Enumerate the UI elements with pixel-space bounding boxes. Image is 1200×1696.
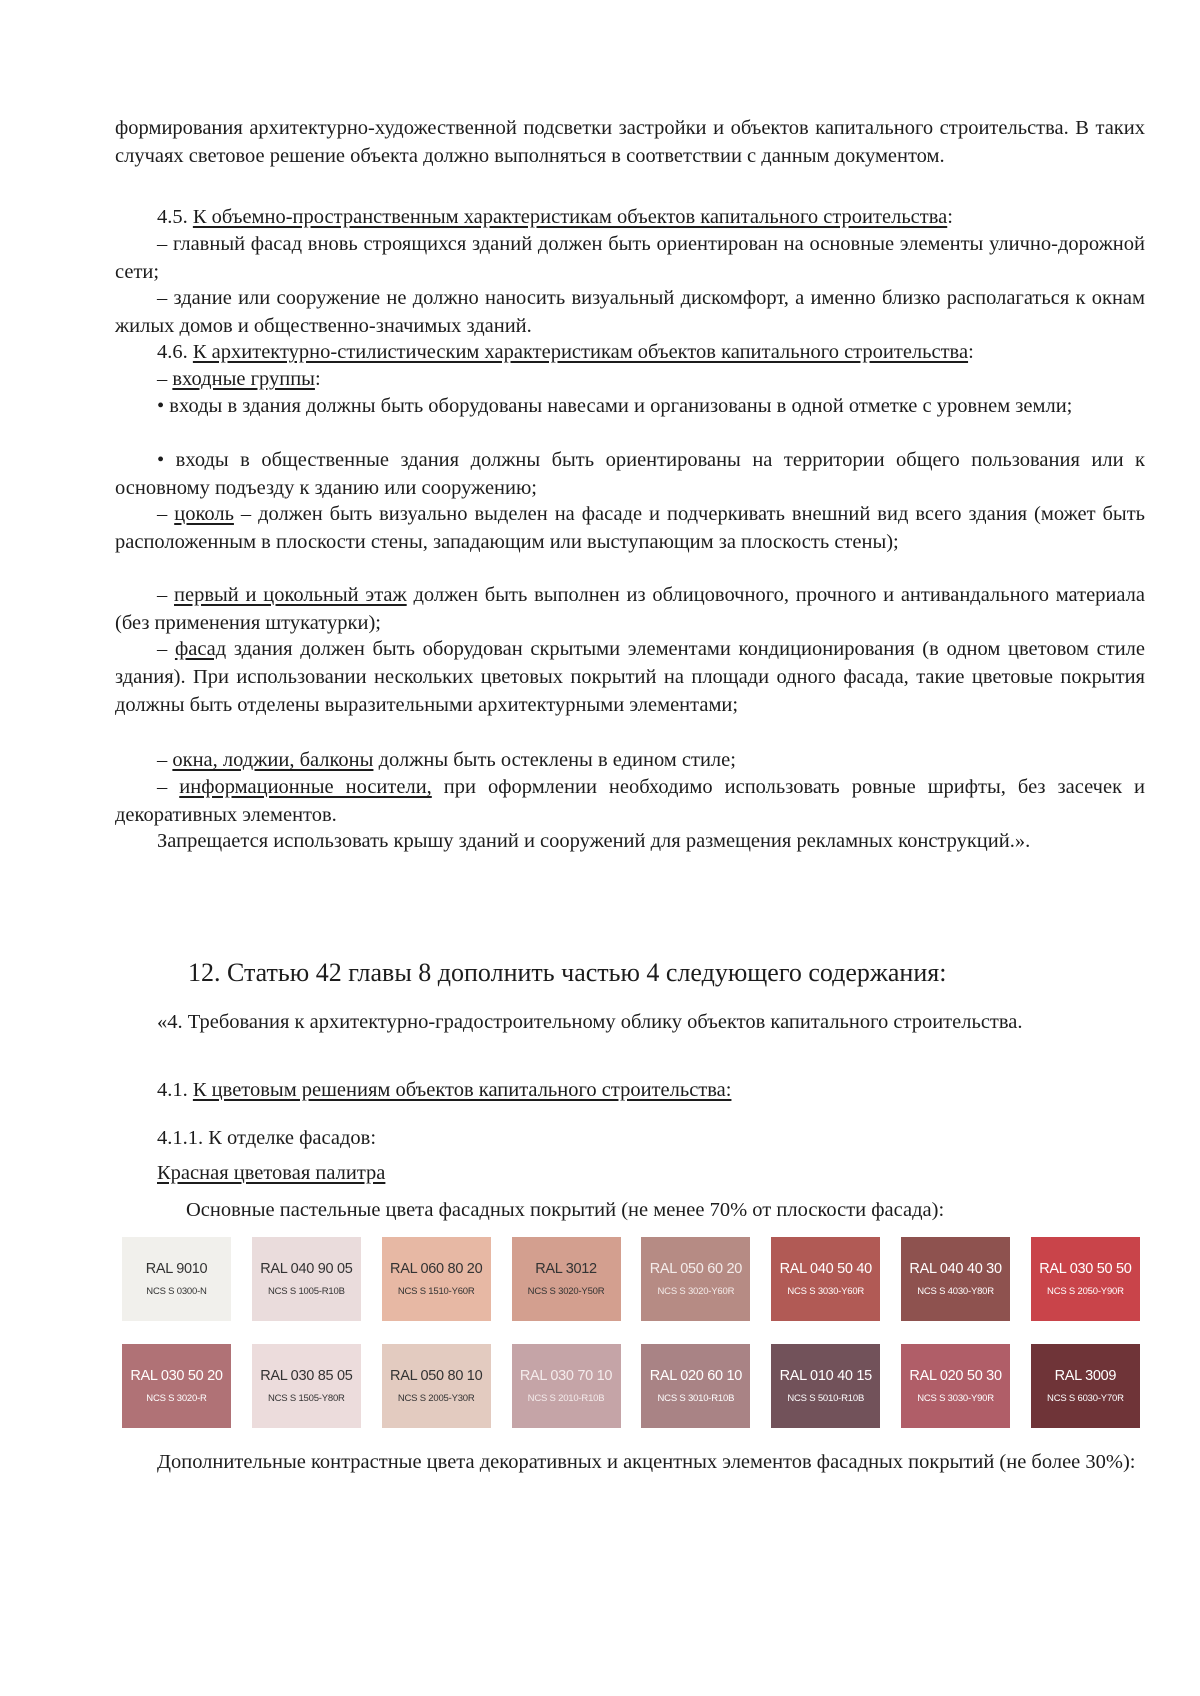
paragraph-first-floor: [115, 581, 1145, 637]
color-swatch: [252, 1344, 361, 1428]
swatch-ral-code: RAL 030 70 10: [519, 1368, 613, 1384]
paragraph-text: Запрещается использовать крышу зданий и сооружений для размещения рекламных конструкций.».: [157, 830, 1031, 852]
section-colon: :: [947, 206, 953, 228]
entry-groups-term: входные группы: [172, 368, 315, 390]
paragraph-text: при оформлении необходимо использовать ровные шрифты, без засечек и декоративных элементов.: [115, 776, 1145, 826]
dash: –: [157, 503, 175, 525]
section-title: К цветовым решениям объектов капитального строительства:: [192, 1079, 732, 1101]
paragraph-accent-colors: [115, 1448, 1145, 1476]
swatch-ral-code: RAL 030 85 05: [260, 1368, 353, 1384]
paragraph-text: – должен быть визуально выделен на фасаде и подчеркивать внешний вид всего здания (может быть расположенным в плоскости стены, западающим или выступающим за плоскость стены);: [115, 503, 1146, 553]
color-swatch: [901, 1344, 1010, 1428]
swatch-ncs-code: NCS S 3010-R10B: [657, 1393, 735, 1404]
paragraph-lighting-continuation: [115, 114, 1145, 170]
color-swatch: [382, 1237, 491, 1321]
color-swatch: [771, 1237, 880, 1321]
swatch-ral-code: RAL 9010: [145, 1261, 208, 1277]
swatch-ral-code: RAL 050 80 10: [390, 1368, 483, 1384]
paragraph-text: – здание или сооружение не должно наносить визуальный дискомфорт, а именно близко располагаться к окнам жилых домов и общественно-значимых зданий.: [115, 287, 1145, 337]
palette-title: [115, 1159, 1145, 1187]
color-swatch: [641, 1237, 750, 1321]
swatch-ncs-code: NCS S 3020-Y50R: [527, 1286, 605, 1297]
dash: –: [157, 638, 175, 660]
paragraph-text: «4. Требования к архитектурно-градостроительному облику объектов капитального строительства.: [157, 1011, 1023, 1033]
swatch-ncs-code: NCS S 2010-R10B: [527, 1393, 605, 1404]
section-number: 4.6.: [157, 341, 193, 363]
paragraph-text: – главный фасад вновь строящихся зданий должен быть ориентирован на основные элементы улично-дорожной сети;: [115, 233, 1145, 283]
paragraph-windows: [115, 746, 1145, 774]
swatch-ral-code: RAL 3012: [535, 1261, 597, 1277]
paragraph-text: • входы в здания должны быть оборудованы навесами и организованы в одной отметке с уровнем земли;: [157, 395, 1073, 417]
paragraph-roof-advertising: [115, 827, 1145, 855]
color-swatch: [512, 1344, 621, 1428]
swatch-ncs-code: NCS S 2050-Y90R: [1047, 1286, 1124, 1297]
color-swatch: [382, 1344, 491, 1428]
section-4-6-heading: [115, 338, 1145, 366]
bullet-public-entrances: [115, 446, 1145, 502]
swatch-ral-code: RAL 040 50 40: [779, 1261, 872, 1277]
paragraph-text: Дополнительные контрастные цвета декоративных и акцентных элементов фасадных покрытий (не более 30%):: [157, 1451, 1136, 1473]
paragraph-requirements: [115, 1008, 1145, 1036]
paragraph-text: должен быть выполнен из облицовочного, прочного и антивандального материала (без применения штукатурки);: [115, 584, 1146, 634]
dash: –: [157, 584, 175, 606]
paragraph-text: 4.1.1. К отделке фасадов:: [157, 1127, 377, 1149]
entry-groups-label: [115, 365, 1145, 393]
swatch-ral-code: RAL 020 60 10: [649, 1368, 743, 1384]
paragraph-main-facade: [115, 230, 1145, 286]
section-number: 4.1.: [157, 1079, 193, 1101]
dash: –: [157, 776, 180, 798]
paragraph-text: формирования архитектурно-художественной подсветки застройки и объектов капитального строительства. В таких случаях световое решение объекта должно выполняться в соответствии с данным документом.: [115, 117, 1145, 167]
windows-term: окна, лоджии, балконы: [172, 749, 374, 771]
swatch-ncs-code: NCS S 3030-Y90R: [917, 1393, 994, 1404]
paragraph-visual-discomfort: [115, 284, 1145, 340]
color-swatch: [641, 1344, 750, 1428]
paragraph-text: должны быть остеклены в едином стиле;: [373, 749, 736, 771]
swatch-ral-code: RAL 040 90 05: [260, 1261, 353, 1277]
color-swatch: [122, 1237, 231, 1321]
swatch-ral-code: RAL 040 40 30: [909, 1261, 1002, 1277]
section-number: 4.5.: [157, 206, 193, 228]
plinth-term: цоколь: [174, 503, 234, 525]
color-swatch: [901, 1237, 1010, 1321]
swatch-ral-code: RAL 010 40 15: [779, 1368, 872, 1384]
paragraph-info-carriers: [115, 773, 1145, 829]
facade-term: фасад: [174, 638, 227, 660]
swatch-ral-code: RAL 020 50 30: [909, 1368, 1002, 1384]
color-swatch: [1031, 1344, 1140, 1428]
swatch-row-main: [122, 1237, 1140, 1321]
section-colon: :: [968, 341, 974, 363]
swatch-ncs-code: NCS S 5010-R10B: [787, 1393, 865, 1404]
swatch-ncs-code: NCS S 1005-R10B: [267, 1286, 345, 1297]
swatch-ncs-code: NCS S 3020-R: [146, 1393, 207, 1404]
paragraph-plinth: [115, 500, 1145, 556]
swatch-ral-code: RAL 3009: [1054, 1368, 1117, 1384]
paragraph-text: здания должен быть оборудован скрытыми элементами кондиционирования (в одном цветовом стиле здания). При использовании нескольких цветовых покрытий на площади одного фасада, такие цветовые покрытия должны быть отделены выразительными архитектурными элементами;: [115, 638, 1146, 716]
swatch-ral-code: RAL 030 50 50: [1039, 1261, 1132, 1277]
first-floor-term: первый и цокольный этаж: [174, 584, 407, 606]
paragraph-facade: [115, 635, 1145, 719]
color-swatch: [122, 1344, 231, 1428]
swatch-ncs-code: NCS S 1510-Y60R: [397, 1286, 475, 1297]
swatch-ncs-code: NCS S 0300-N: [146, 1286, 207, 1297]
section-4-1-1-heading: [115, 1124, 1145, 1152]
paragraph-text: • входы в общественные здания должны быть ориентированы на территории общего пользования или к основному подъезду к зданию или сооружению;: [115, 449, 1145, 499]
dash: –: [157, 749, 173, 771]
colon: :: [314, 368, 321, 390]
swatch-ncs-code: NCS S 3020-Y60R: [657, 1286, 735, 1297]
color-swatch: [771, 1344, 880, 1428]
section-4-1-heading: [115, 1076, 1145, 1104]
amendment-12-heading: 12. Статью 42 главы 8 дополнить частью 4 следующего содержания:: [188, 958, 947, 987]
section-4-5-heading: [115, 203, 1145, 231]
color-swatch: [512, 1237, 621, 1321]
swatch-ncs-code: NCS S 3030-Y60R: [787, 1286, 865, 1297]
swatch-ral-code: RAL 050 60 20: [649, 1261, 743, 1277]
swatch-ncs-code: NCS S 1505-Y80R: [267, 1393, 345, 1404]
swatch-ncs-code: NCS S 4030-Y80R: [917, 1286, 994, 1297]
swatch-ncs-code: NCS S 2005-Y30R: [397, 1393, 475, 1404]
bullet-canopies: [115, 392, 1145, 420]
info-carriers-term: информационные носители,: [179, 776, 432, 798]
swatch-row-secondary: [122, 1344, 1140, 1428]
color-swatch: [1031, 1237, 1140, 1321]
color-swatch: [252, 1237, 361, 1321]
swatch-ral-code: RAL 030 50 20: [130, 1368, 223, 1384]
swatch-ral-code: RAL 060 80 20: [390, 1261, 483, 1277]
section-title: К объемно-пространственным характеристикам объектов капитального строительства: [192, 206, 948, 228]
swatch-ncs-code: NCS S 6030-Y70R: [1047, 1393, 1124, 1404]
palette-main-caption: Основные пастельные цвета фасадных покрытий (не менее 70% от плоскости фасада):: [186, 1199, 945, 1221]
palette-title-text: Красная цветовая палитра: [157, 1162, 386, 1184]
dash: –: [157, 368, 173, 390]
section-title: К архитектурно-стилистическим характеристикам объектов капитального строительства: [192, 341, 969, 363]
